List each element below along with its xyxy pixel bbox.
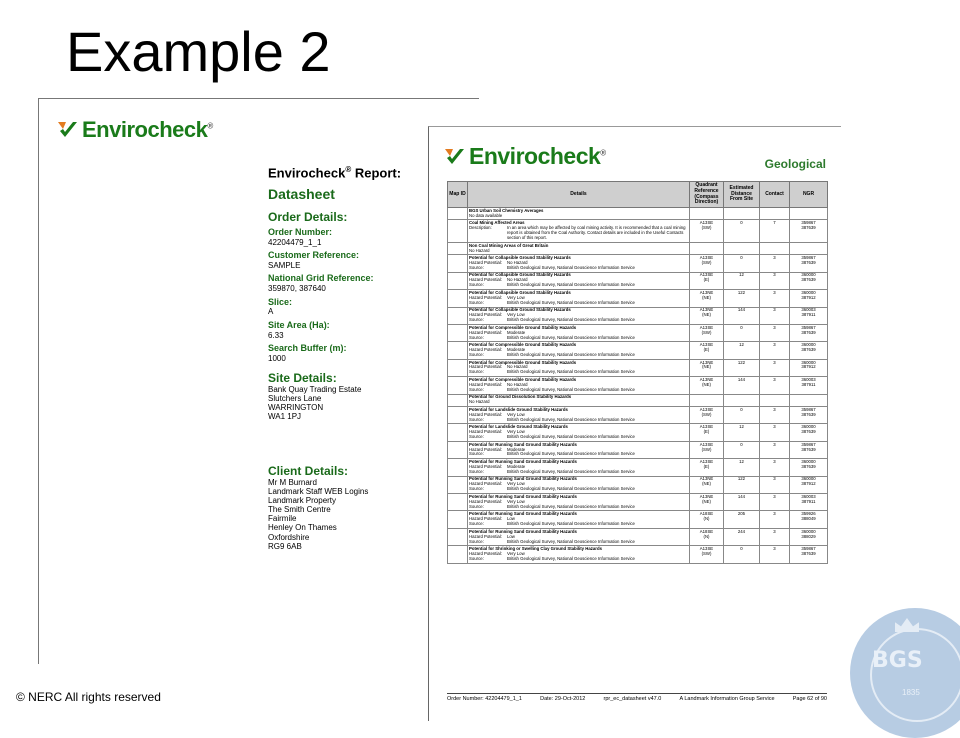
report-title: Envirocheck® Report:: [268, 165, 402, 181]
hazard-potential-value: Very Low: [507, 481, 525, 487]
table-row: [448, 220, 828, 242]
source-label: Source:: [469, 434, 484, 440]
contact-value: 3: [773, 376, 776, 382]
address-line: Henley On Thames: [268, 523, 337, 533]
row-title: Potential for Landslide Ground Stability Hazards: [469, 406, 568, 412]
address-line: The Smith Centre: [268, 505, 331, 515]
ngr-easting: 360003: [801, 493, 816, 499]
compass-direction: (NE): [702, 498, 711, 504]
compass-direction: (SW): [701, 550, 712, 556]
table-row: [448, 394, 828, 406]
compass-direction: (E): [703, 347, 710, 353]
site-details-heading: Site Details:: [268, 370, 337, 385]
source-label: Source:: [469, 386, 484, 392]
footer-page: Page 62 of 90: [792, 696, 827, 702]
source-text: British Geological Survey, National Geoscience Information Service: [507, 317, 635, 323]
source-label: Source:: [469, 282, 484, 288]
row-title: Potential for Compressible Ground Stability Hazards: [469, 359, 577, 365]
row-title: Potential for Compressible Ground Stability Hazards: [469, 376, 577, 382]
table-row: [448, 424, 828, 441]
search-buffer-value: 1000: [268, 353, 286, 363]
desc-label: Description:: [469, 225, 492, 231]
hazard-potential-label: Hazard Potential:: [469, 294, 502, 300]
source-label: Source:: [469, 486, 484, 492]
table-row: [448, 307, 828, 324]
distance-value: 12: [739, 342, 744, 348]
contact-value: 3: [773, 424, 776, 430]
ngr-northing: 387912: [801, 481, 816, 487]
hazard-potential-label: Hazard Potential:: [469, 446, 502, 452]
datasheet-page: [38, 98, 479, 664]
row-title: Potential for Collapsible Ground Stability Hazards: [469, 307, 571, 313]
quadrant-ref: A13NE: [699, 493, 714, 499]
geological-table: [447, 181, 828, 564]
contact-value: 3: [773, 493, 776, 499]
source-label: Source:: [469, 503, 484, 509]
ngr-easting: 360000: [801, 424, 816, 430]
hazard-potential-value: No Hazard: [507, 364, 528, 370]
row-title: Potential for Running Sand Ground Stability Hazards: [469, 459, 577, 465]
row-title: Potential for Collapsible Ground Stability Hazards: [469, 289, 571, 295]
address-line: Mr M Burnard: [268, 477, 317, 487]
ngr-easting: 359867: [801, 220, 816, 226]
hazard-potential-label: Hazard Potential:: [469, 329, 502, 335]
distance-value: 144: [737, 376, 746, 382]
distance-value: 122: [737, 289, 746, 295]
ngr-northing: 388029: [801, 533, 816, 539]
compass-direction: (SW): [701, 260, 712, 266]
order-number-value: 42204479_1_1: [268, 238, 322, 248]
address-line: Oxfordshire: [268, 532, 310, 542]
geological-page: [428, 126, 841, 721]
ngr-northing: 387911: [801, 381, 816, 387]
ngr-easting: 360000: [801, 459, 816, 465]
distance-value: 0: [740, 406, 743, 412]
source-label: Source:: [469, 299, 484, 305]
envirocheck-check-icon: [58, 120, 78, 140]
copyright-notice: © NERC All rights reserved: [16, 690, 161, 704]
hazard-potential-value: Moderate: [507, 463, 526, 469]
search-buffer-label: Search Buffer (m):: [268, 342, 347, 353]
source-text: British Geological Survey, National Geoscience Information Service: [507, 264, 635, 270]
row-title: Potential for Running Sand Ground Stability Hazards: [469, 493, 577, 499]
source-text: British Geological Survey, National Geoscience Information Service: [507, 351, 635, 357]
source-text: British Geological Survey, National Geoscience Information Service: [507, 503, 635, 509]
compass-direction: (SW): [701, 329, 712, 335]
col-contact: Contact: [760, 182, 790, 208]
compass-direction: (SW): [701, 225, 712, 231]
compass-direction: (N): [703, 533, 710, 539]
envirocheck-check-icon: [445, 147, 465, 167]
hazard-potential-label: Hazard Potential:: [469, 463, 502, 469]
table-row: [448, 255, 828, 272]
ngr-easting: 360000: [801, 289, 816, 295]
row-title: Potential for Compressible Ground Stability Hazards: [469, 324, 577, 330]
contact-value: 3: [773, 441, 776, 447]
hazard-potential-value: Very Low: [507, 429, 525, 435]
address-line: WA1 1PJ: [268, 412, 302, 422]
distance-value: 244: [737, 528, 746, 534]
row-title: Potential for Ground Dissolution Stability Hazards: [469, 394, 572, 400]
compass-direction: (NE): [702, 294, 711, 300]
row-title: Potential for Running Sand Ground Stability Hazards: [469, 528, 577, 534]
contact-value: 3: [773, 459, 776, 465]
ngr-easting: 360000: [801, 272, 816, 278]
hazard-potential-value: No Hazard: [507, 277, 528, 283]
ngr-easting: 359867: [801, 546, 816, 552]
contact-value: 3: [773, 324, 776, 330]
table-row: [448, 459, 828, 476]
hazard-potential-label: Hazard Potential:: [469, 533, 502, 539]
row-title: Potential for Compressible Ground Stability Hazards: [469, 342, 577, 348]
quadrant-ref: A13SE: [699, 441, 714, 447]
compass-direction: (E): [703, 429, 710, 435]
source-text: British Geological Survey, National Geoscience Information Service: [507, 468, 635, 474]
source-text: British Geological Survey, National Geoscience Information Service: [507, 369, 635, 375]
site-area-value: 6.33: [268, 330, 284, 340]
datasheet-heading: Datasheet: [268, 186, 335, 203]
compass-direction: (SW): [701, 411, 712, 417]
envirocheck-logo: [58, 117, 213, 143]
address-line: Slutchers Lane: [268, 393, 322, 403]
quadrant-ref: A13NE: [699, 307, 714, 313]
footer-service: A Landmark Information Group Service: [679, 696, 775, 702]
address-line: Bank Quay Trading Estate: [268, 384, 362, 394]
quadrant-ref: A13SE: [699, 424, 714, 430]
page-footer: [447, 693, 827, 702]
hazard-potential-label: Hazard Potential:: [469, 516, 502, 522]
geological-heading: Geological: [764, 157, 826, 171]
contact-value: 3: [773, 342, 776, 348]
ngr-northing: 387912: [801, 364, 816, 370]
hazard-potential-label: Hazard Potential:: [469, 312, 502, 318]
ngr-easting: 359867: [801, 255, 816, 261]
source-text: British Geological Survey, National Geoscience Information Service: [507, 538, 635, 544]
contact-value: 3: [773, 272, 776, 278]
address-line: Fairmile: [268, 514, 297, 524]
source-text: British Geological Survey, National Geoscience Information Service: [507, 451, 635, 457]
table-header-row: [448, 182, 828, 208]
ngr-easting: 359926: [801, 511, 816, 517]
source-label: Source:: [469, 317, 484, 323]
ngr-northing: 387911: [801, 312, 816, 318]
logo-reg: ®: [600, 148, 606, 158]
ngr-easting: 359867: [801, 441, 816, 447]
table-row: [448, 208, 828, 220]
contact-value: 3: [773, 359, 776, 365]
source-text: British Geological Survey, National Geoscience Information Service: [507, 299, 635, 305]
ngr-northing: 388049: [801, 516, 816, 522]
hazard-potential-label: Hazard Potential:: [469, 347, 502, 353]
compass-direction: (NE): [702, 481, 711, 487]
ngr-easting: 359867: [801, 406, 816, 412]
source-label: Source:: [469, 264, 484, 270]
ngr-easting: 360000: [801, 476, 816, 482]
source-text: British Geological Survey, National Geoscience Information Service: [507, 416, 635, 422]
grid-ref-label: National Grid Reference:: [268, 273, 374, 284]
hazard-potential-value: Moderate: [507, 446, 526, 452]
site-area-label: Site Area (Ha):: [268, 319, 330, 330]
table-row: [448, 290, 828, 307]
table-row: [448, 511, 828, 528]
ngr-northing: 387639: [801, 347, 816, 353]
distance-value: 12: [739, 424, 744, 430]
hazard-potential-label: Hazard Potential:: [469, 260, 502, 266]
grid-ref-value: 359870, 387640: [268, 284, 326, 294]
col-ngr: NGR: [790, 182, 828, 208]
compass-direction: (N): [703, 516, 710, 522]
table-row: [448, 546, 828, 563]
hazard-potential-label: Hazard Potential:: [469, 277, 502, 283]
table-row: [448, 324, 828, 341]
hazard-potential-value: Moderate: [507, 347, 526, 353]
order-number-label: Order Number:: [268, 227, 333, 238]
ngr-northing: 387639: [801, 550, 816, 556]
contact-value: 3: [773, 255, 776, 261]
ngr-northing: 387911: [801, 498, 816, 504]
distance-value: 144: [737, 493, 746, 499]
desc-text: In an area which may be affected by coal mining activity. It is recommended that a coal mining report is obtained from the Coal Authority. Contact details are included in the Useful Contacts section of this report.: [507, 225, 686, 241]
source-label: Source:: [469, 369, 484, 375]
slice-value: A: [268, 307, 274, 317]
quadrant-ref: A13SE: [699, 324, 714, 330]
source-text: British Geological Survey, National Geoscience Information Service: [507, 521, 635, 527]
source-label: Source:: [469, 521, 484, 527]
address-line: WARRINGTON: [268, 403, 324, 413]
slice-label: Slice:: [268, 296, 293, 307]
address-line: Landmark Property: [268, 495, 337, 505]
ngr-northing: 387639: [801, 277, 816, 283]
hazard-potential-label: Hazard Potential:: [469, 364, 502, 370]
ngr-easting: 360000: [801, 342, 816, 348]
compass-direction: (E): [703, 277, 710, 283]
quadrant-ref: A13NE: [699, 359, 714, 365]
contact-value: 3: [773, 528, 776, 534]
contact-value: 3: [773, 406, 776, 412]
source-label: Source:: [469, 334, 484, 340]
distance-value: 0: [740, 324, 743, 330]
hazard-potential-value: Very Low: [507, 498, 525, 504]
table-row: [448, 494, 828, 511]
hazard-potential-value: Very Low: [507, 411, 525, 417]
compass-direction: (NE): [702, 381, 711, 387]
distance-value: 144: [737, 307, 746, 313]
row-title: Potential for Collapsible Ground Stability Hazards: [469, 255, 571, 261]
quadrant-ref: A13SE: [699, 255, 714, 261]
col-quadrant: Quadrant Reference (Compass Direction): [690, 182, 724, 208]
hazard-potential-label: Hazard Potential:: [469, 411, 502, 417]
customer-ref-value: SAMPLE: [268, 261, 301, 271]
compass-direction: (SW): [701, 446, 712, 452]
client-details-heading: Client Details:: [268, 463, 349, 478]
source-label: Source:: [469, 351, 484, 357]
distance-value: 12: [739, 272, 744, 278]
row-title: Potential for Collapsible Ground Stability Hazards: [469, 272, 571, 278]
logo-reg: ®: [207, 121, 213, 131]
quadrant-ref: A13SE: [699, 546, 714, 552]
address-line: RG9 6AB: [268, 541, 302, 551]
ngr-northing: 387639: [801, 225, 816, 231]
col-details: Details: [468, 182, 690, 208]
footer-date: Date: 29-Oct-2012: [540, 696, 586, 702]
source-label: Source:: [469, 555, 484, 561]
row-title: Potential for Landslide Ground Stability Hazards: [469, 424, 568, 430]
ngr-northing: 387639: [801, 463, 816, 469]
contact-value: 3: [773, 511, 776, 517]
hazard-potential-value: No Hazard: [507, 381, 528, 387]
contact-value: 3: [773, 546, 776, 552]
envirocheck-logo: [445, 143, 606, 170]
ngr-easting: 360003: [801, 376, 816, 382]
table-row: [448, 407, 828, 424]
ngr-northing: 387639: [801, 446, 816, 452]
source-text: British Geological Survey, National Geoscience Information Service: [507, 282, 635, 288]
quadrant-ref: A13SE: [699, 272, 714, 278]
hazard-potential-label: Hazard Potential:: [469, 429, 502, 435]
quadrant-ref: A13SE: [699, 342, 714, 348]
source-text: British Geological Survey, National Geoscience Information Service: [507, 555, 635, 561]
col-distance: Estimated Distance From Site: [724, 182, 760, 208]
col-map-id: Map ID: [448, 182, 468, 208]
seal-text: BGS: [872, 648, 923, 673]
logo-text: Envirocheck: [469, 143, 601, 169]
ngr-easting: 360000: [801, 359, 816, 365]
row-title: Coal Mining Affected Areas: [469, 220, 525, 226]
hazard-potential-value: No Hazard: [507, 260, 528, 266]
quadrant-ref: A13NE: [699, 376, 714, 382]
footer-file: rpr_ec_datasheet v47.0: [603, 696, 662, 702]
row-note: No Hazard: [469, 247, 490, 253]
crown-icon: [895, 618, 919, 632]
compass-direction: (E): [703, 463, 710, 469]
bgs-seal-logo: [850, 608, 960, 738]
ngr-easting: 360000: [801, 528, 816, 534]
table-row: [448, 441, 828, 458]
table-row: [448, 342, 828, 359]
hazard-potential-value: Moderate: [507, 329, 526, 335]
source-text: British Geological Survey, National Geoscience Information Service: [507, 486, 635, 492]
source-text: British Geological Survey, National Geoscience Information Service: [507, 434, 635, 440]
distance-value: 122: [737, 476, 746, 482]
distance-value: 205: [737, 511, 746, 517]
order-details-heading: Order Details:: [268, 210, 348, 225]
table-row: [448, 359, 828, 376]
footer-order: Order Number: 42204479_1_1: [447, 696, 522, 702]
row-note: No Hazard: [469, 399, 490, 405]
hazard-potential-label: Hazard Potential:: [469, 381, 502, 387]
quadrant-ref: A13SE: [699, 459, 714, 465]
hazard-potential-value: Very Low: [507, 550, 525, 556]
contact-value: 3: [773, 289, 776, 295]
hazard-potential-label: Hazard Potential:: [469, 481, 502, 487]
hazard-potential-value: Low: [507, 533, 515, 539]
ngr-easting: 360003: [801, 307, 816, 313]
quadrant-ref: A13NE: [699, 289, 714, 295]
quadrant-ref: A18SE: [699, 528, 714, 534]
source-label: Source:: [469, 538, 484, 544]
ngr-northing: 387639: [801, 429, 816, 435]
table-row: [448, 272, 828, 289]
row-title: Potential for Running Sand Ground Stability Hazards: [469, 441, 577, 447]
ngr-northing: 387639: [801, 260, 816, 266]
distance-value: 0: [740, 546, 743, 552]
quadrant-ref: A13SE: [699, 220, 714, 226]
source-label: Source:: [469, 451, 484, 457]
table-row: [448, 242, 828, 254]
row-title: Potential for Shrinking or Swelling Clay Ground Stability Hazards: [469, 546, 602, 552]
distance-value: 122: [737, 359, 746, 365]
table-row: [448, 528, 828, 545]
distance-value: 12: [739, 459, 744, 465]
table-row: [448, 476, 828, 493]
ngr-easting: 359867: [801, 324, 816, 330]
compass-direction: (NE): [702, 312, 711, 318]
ngr-northing: 387639: [801, 329, 816, 335]
table-row: [448, 377, 828, 394]
row-title: BGS Urban Soil Chemistry Averages: [469, 207, 544, 213]
seal-year: 1835: [902, 688, 920, 697]
contact-value: 3: [773, 476, 776, 482]
quadrant-ref: A18SE: [699, 511, 714, 517]
logo-text: Envirocheck: [82, 117, 208, 142]
customer-ref-label: Customer Reference:: [268, 250, 360, 261]
row-title: Non Coal Mining Areas of Great Britain: [469, 242, 549, 248]
hazard-potential-value: Low: [507, 516, 515, 522]
quadrant-ref: A13NE: [699, 476, 714, 482]
row-title: Potential for Running Sand Ground Stability Hazards: [469, 511, 577, 517]
address-line: Landmark Staff WEB Logins: [268, 486, 369, 496]
contact-value: 3: [773, 307, 776, 313]
slide-title: Example 2: [66, 20, 331, 83]
distance-value: 0: [740, 441, 743, 447]
hazard-potential-value: Very Low: [507, 294, 525, 300]
quadrant-ref: A13SE: [699, 406, 714, 412]
row-title: Potential for Running Sand Ground Stability Hazards: [469, 476, 577, 482]
ngr-northing: 387912: [801, 294, 816, 300]
hazard-potential-label: Hazard Potential:: [469, 550, 502, 556]
source-label: Source:: [469, 416, 484, 422]
ngr-northing: 387639: [801, 411, 816, 417]
source-text: British Geological Survey, National Geoscience Information Service: [507, 386, 635, 392]
compass-direction: (NE): [702, 364, 711, 370]
source-label: Source:: [469, 468, 484, 474]
row-note: No data available: [469, 212, 503, 218]
hazard-potential-value: Very Low: [507, 312, 525, 318]
distance-value: 0: [740, 220, 743, 226]
source-text: British Geological Survey, National Geoscience Information Service: [507, 334, 635, 340]
hazard-potential-label: Hazard Potential:: [469, 498, 502, 504]
contact-value: 7: [773, 220, 776, 226]
distance-value: 0: [740, 255, 743, 261]
